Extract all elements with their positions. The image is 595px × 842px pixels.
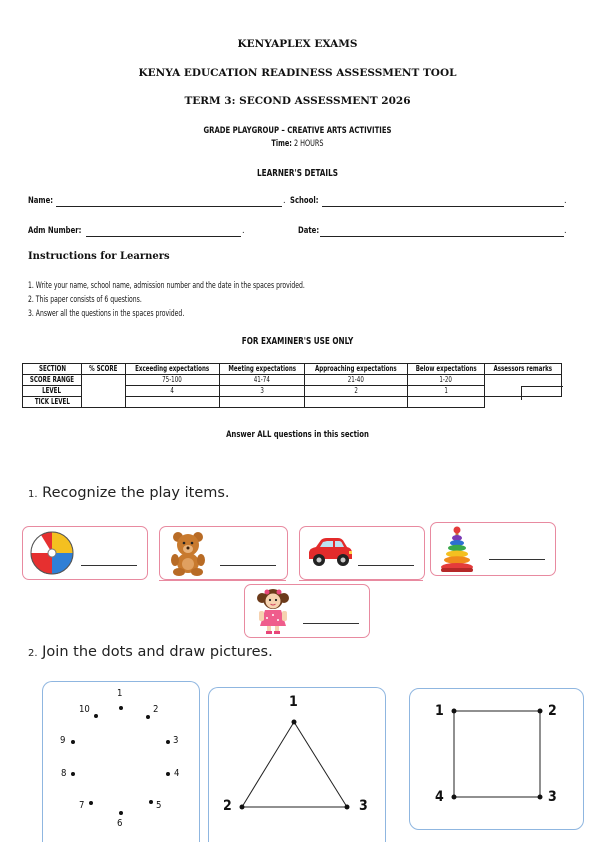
dot-label: 6 [117, 818, 123, 829]
stacking-rings-icon [439, 525, 475, 573]
beach-ball-icon [29, 530, 75, 576]
answer-line[interactable] [220, 565, 276, 566]
play-item-card [430, 522, 556, 576]
term-title: TERM 3: SECOND ASSESSMENT 2026 [184, 95, 411, 107]
play-item-card [244, 584, 370, 638]
toy-car-icon [305, 535, 355, 571]
dot-clock-box [42, 681, 200, 842]
col-header: Approaching expectations [305, 364, 408, 375]
col-header: Assessors remarks [485, 364, 562, 375]
tick-cell[interactable] [305, 397, 408, 408]
question-number: 1. [28, 489, 38, 500]
dot-triangle-box [208, 687, 386, 842]
dot-label: 5 [156, 800, 162, 811]
name-field[interactable] [56, 206, 282, 207]
dot-label: 2 [153, 704, 159, 715]
examiner-heading: FOR EXAMINER'S USE ONLY [241, 336, 354, 347]
dot-label: 1 [435, 703, 444, 719]
col-header: SECTION [23, 364, 82, 375]
dot-square-box [409, 688, 584, 830]
tick-cell[interactable] [219, 397, 305, 408]
school-label: School: [290, 196, 319, 206]
col-header: Below expectations [407, 364, 484, 375]
tick-cell[interactable] [407, 397, 484, 408]
teddy-bear-icon [168, 530, 208, 576]
dot-label: 3 [173, 735, 179, 746]
play-item-card [299, 526, 425, 580]
exam-subtitle: KENYA EDUCATION READINESS ASSESSMENT TOOL [138, 67, 457, 79]
time-label: Time: [271, 139, 292, 149]
dot-label: 3 [359, 798, 368, 814]
col-header: % SCORE [81, 364, 125, 375]
dot-label: 2 [548, 703, 557, 719]
doll-icon [255, 588, 291, 634]
dot-label: 1 [289, 694, 298, 710]
table-row: SCORE RANGE 75-100 41-74 21-40 1-20 [23, 375, 562, 386]
time-line [45, 139, 551, 149]
table-header-row [23, 364, 562, 375]
question-text: Join the dots and draw pictures. [42, 644, 273, 660]
dot-label: 1 [117, 688, 123, 699]
dot-label: 9 [60, 735, 66, 746]
dot-label: 4 [435, 789, 444, 805]
instructions-heading: Instructions for Learners [28, 251, 170, 262]
grade-title: GRADE PLAYGROUP – CREATIVE ARTS ACTIVITIES [203, 126, 392, 136]
dot-label: 2 [223, 798, 232, 814]
dot-label: 10 [79, 704, 90, 715]
instruction-item: 1. Write your name, school name, admission number and the date in the spaces provided. [28, 281, 305, 291]
adm-label: Adm Number: [28, 226, 82, 236]
answer-all-instruction: Answer ALL questions in this section [226, 430, 369, 440]
answer-line[interactable] [81, 565, 137, 566]
answer-line[interactable] [303, 623, 359, 624]
answer-line[interactable] [489, 559, 545, 560]
play-item-card [159, 526, 288, 580]
learner-details-heading: LEARNER'S DETAILS [257, 168, 338, 179]
dot-label: 3 [548, 789, 557, 805]
col-header: Exceeding expectations [126, 364, 219, 375]
col-header: Meeting expectations [219, 364, 305, 375]
instruction-item: 3. Answer all the questions in the spaces provided. [28, 309, 185, 319]
exam-title: KENYAPLEX EXAMS [237, 38, 358, 50]
instruction-item: 2. This paper consists of 6 questions. [28, 295, 142, 305]
answer-line[interactable] [358, 565, 414, 566]
table-row: LEVEL 4 3 2 1 [23, 386, 562, 397]
play-item-card [22, 526, 148, 580]
school-field[interactable] [322, 206, 564, 207]
date-field[interactable] [320, 236, 564, 237]
question-number: 2. [28, 648, 38, 659]
dot-label: 4 [174, 768, 180, 779]
dot-label: 8 [61, 768, 67, 779]
question-2 [28, 644, 273, 660]
table-row: TICK LEVEL [23, 397, 562, 408]
adm-field[interactable] [86, 236, 241, 237]
question-1 [28, 485, 230, 501]
question-text: Recognize the play items. [42, 485, 230, 501]
time-value: 2 HOURS [293, 139, 324, 149]
tick-cell[interactable] [126, 397, 219, 408]
name-label: Name: [28, 196, 54, 206]
rubric-table [22, 363, 562, 408]
score-cell[interactable] [81, 375, 125, 408]
dot-label: 7 [79, 800, 85, 811]
date-label: Date: [298, 226, 320, 236]
